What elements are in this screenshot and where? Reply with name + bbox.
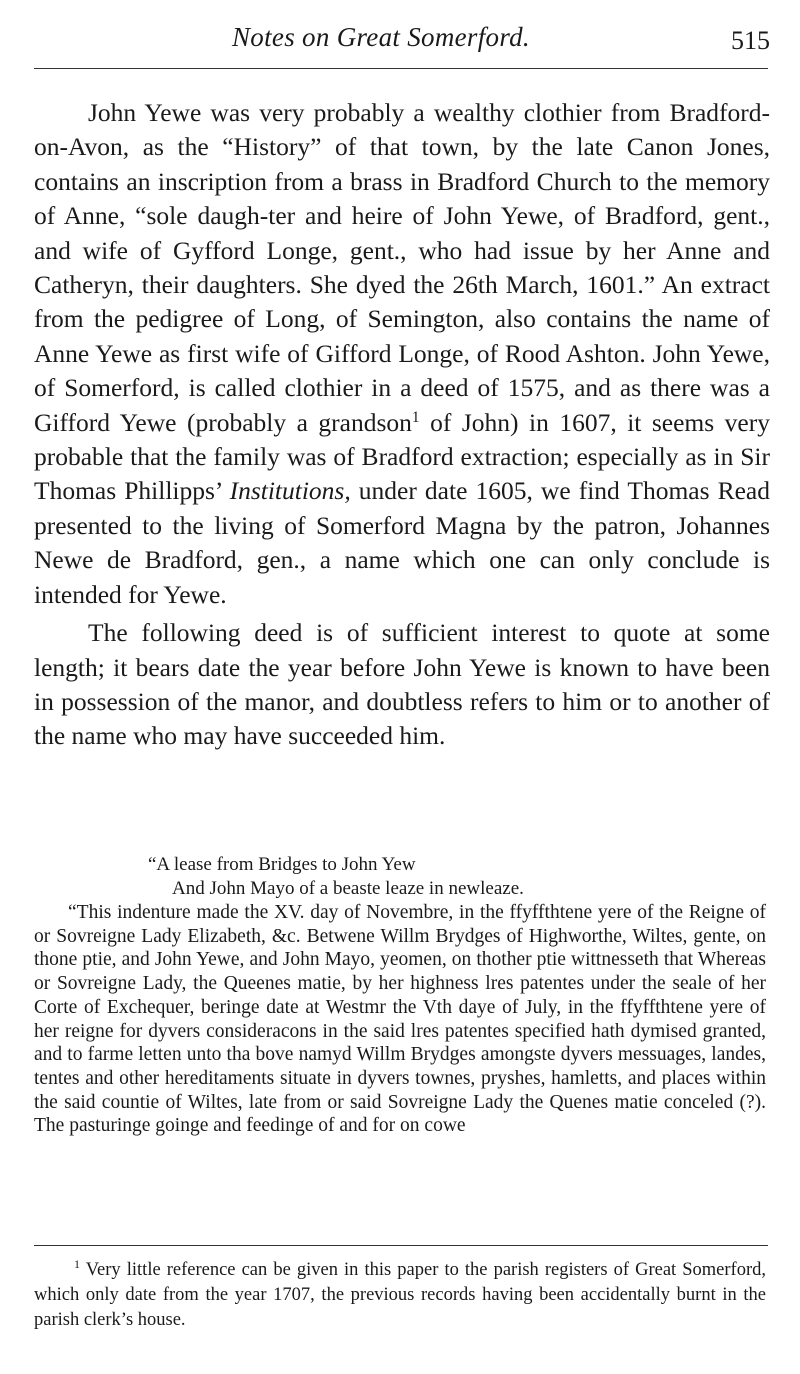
footnote-text: Very little reference can be given in this paper to the parish registers of Great Somerford, which only date from the year 1707, the previous records having been accidentally burnt in the parish clerk’s house. (34, 1260, 766, 1330)
footnote-reference: 1 (411, 408, 420, 426)
running-head (0, 22, 800, 62)
deed-quotation (34, 901, 766, 1138)
footnote-paragraph (34, 1258, 766, 1333)
paragraph-yewe-clothier (34, 96, 770, 612)
paragraph-1-part-a: John Yewe was very probably a wealthy clothier from Bradford-on-Avon, as the “History” of that town, by the late Canon Jones, contains an inscription from a brass in Bradford Church to the memory of Anne, “sole daugh-ter and heire of John Yewe, of Bradford, gent., and wife of Gyfford Longe, gent., who had issue by her Anne and Catheryn, their daughters. She dyed the 26th March, 1601.” An extract from the pedigree of Long, of Semington, also contains the name of Anne Yewe as first wife of Gifford Longe, of Rood Ashton. John Yewe, of Somerford, is called clothier in a deed of 1575, and as there was a Gifford Yewe (probably a grandson (34, 98, 770, 437)
paragraph-1-part-b: of John) in 1607, it seems very probable that the family was of Bradford extraction; especially as in Sir Thomas Phillipps’ (34, 407, 770, 506)
deed-paragraph: “This indenture made the XV. day of Novembre, in the ffyffthtene yere of the Reigne of or Sovreigne Lady Elizabeth, &c. Betwene Willm Brydges of Highworthe, Wiltes, gente, on thone ptie, and John Yewe, and John Mayo, yeomen, on thother ptie wittnesseth that Whereas or Sovreigne Lady, the Queenes matie, by her highness lres patentes under the seale of her Corte of Exchequer, beringe date at Westmr the Vth daye of July, in the ffyffthtene yere of her reigne for dyvers consideracons in the said lres patentes specified hath dymised granted, and to farme letten unto tha bove namyd Willm Brydges amongste dyvers messuages, landes, tentes and other hereditaments situate in dyvers townes, pryshes, hamletts, and places within the said countie of Wiltes, late from or said Sovreigne Lady the Quenes matie conceled (?). The pasturinge goinge and feedinge of and for on cowe (34, 902, 766, 1137)
main-text (34, 96, 770, 754)
footnote-rule (34, 1245, 768, 1246)
footnote-marker: 1 (74, 1256, 81, 1271)
institutions-title: Institutions, (229, 476, 351, 506)
header-rule (34, 68, 768, 69)
footnote (34, 1258, 766, 1333)
page-number: 515 (731, 26, 770, 55)
deed-heading-line-1: “A lease from Bridges to John Yew (148, 854, 416, 875)
paragraph-1-part-c: under date 1605, we find Thomas Read presented to the living of Somerford Magna by the patron, Johannes Newe de Bradford, gen., a name which one can only conclude is intended for Yewe. (34, 476, 770, 609)
running-title: Notes on Great Somerford. (232, 22, 530, 52)
paragraph-following-deed: The following deed is of sufficient interest to quote at some length; it bears date the year before John Yewe is known to have been in possession of the manor, and doubtless refers to him or to another of the name who may have succeeded him. (34, 618, 770, 751)
deed-heading (34, 853, 770, 901)
deed-heading-line-2: And John Mayo of a beaste leaze in newleaze. (172, 878, 524, 899)
